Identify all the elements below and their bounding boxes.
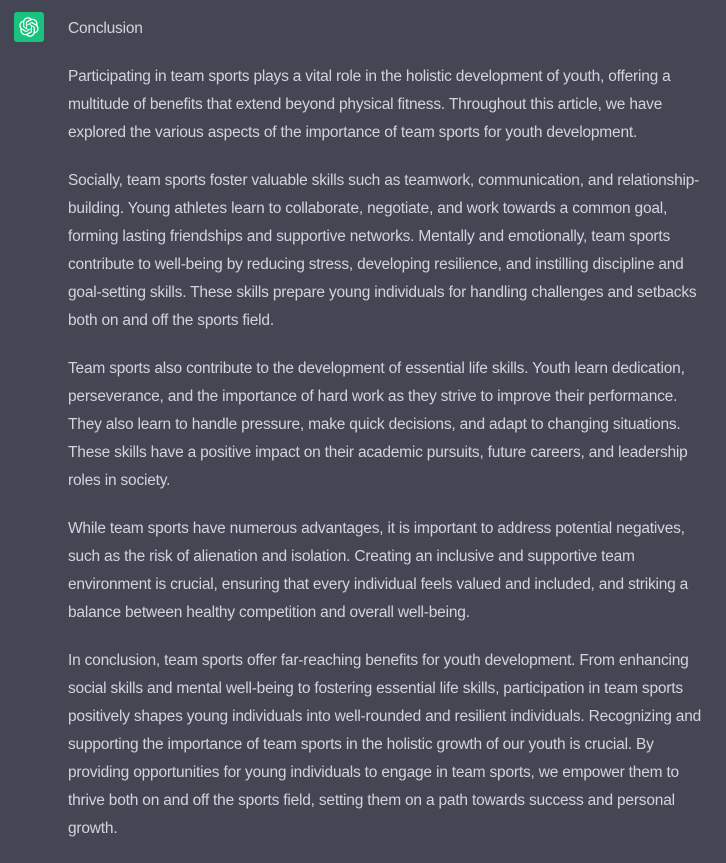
message-paragraph: Team sports also contribute to the development of essential life skills. Youth learn dedication, perseverance, and the importance of hard work as they strive to improve their performance. They also learn to handle pressure, make quick decisions, and adapt to changing situations. These skills have a positive impact on their academic pursuits, future careers, and leadership roles in society. <box>68 360 688 489</box>
message-paragraph: Participating in team sports plays a vital role in the holistic development of youth, offering a multitude of benefits that extend beyond physical fitness. Throughout this article, we have explored the various aspects of the importance of team sports for youth development. <box>68 68 671 141</box>
message-heading: Conclusion <box>68 20 143 37</box>
openai-logo-icon <box>19 17 39 37</box>
message-paragraph: Socially, team sports foster valuable skills such as teamwork, communication, and relationship-building. Young athletes learn to collaborate, negotiate, and work towards a common goal, forming lasting friendships and supportive networks. Mentally and emotionally, team sports contribute to well-being by reducing stress, developing resilience, and instilling discipline and goal-setting skills. These skills prepare young individuals for handling challenges and setbacks both on and off the sports field. <box>68 172 700 329</box>
message-paragraph: In conclusion, team sports offer far-reaching benefits for youth development. From enhancing social skills and mental well-being to fostering essential life skills, participation in team sports positively shapes young individuals into well-rounded and resilient individuals. Recognizing and supporting the importance of team sports in the holistic growth of our youth is crucial. By providing opportunities for young individuals to engage in team sports, we empower them to thrive both on and off the sports field, setting them on a path towards success and personal growth. <box>68 652 702 837</box>
message-content <box>68 12 712 863</box>
assistant-avatar <box>14 12 44 42</box>
message-paragraph: While team sports have numerous advantages, it is important to address potential negatives, such as the risk of alienation and isolation. Creating an inclusive and supportive team environment is crucial, ensuring that every individual feels valued and included, and striking a balance between healthy competition and overall well-being. <box>68 520 689 621</box>
